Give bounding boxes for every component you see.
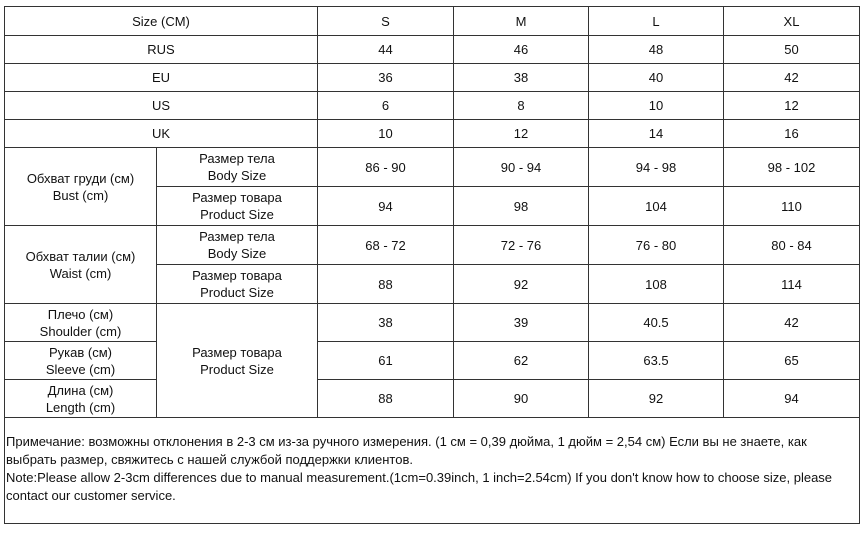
shoulder-label — [5, 304, 157, 342]
waist-label-ru: Обхват талии (см) — [25, 248, 136, 264]
table-cell: 42 — [724, 64, 860, 92]
table-row — [5, 36, 860, 64]
bust-label-ru: Обхват груди (см) — [26, 170, 135, 186]
size-header-label: Size (CM) — [5, 7, 318, 36]
body-size-label-en: Body Size — [207, 246, 267, 261]
body-size-label-ru: Размер тела — [199, 151, 275, 166]
table-cell: 94 - 98 — [589, 148, 724, 187]
sleeve-label-en: Sleeve (cm) — [45, 361, 116, 377]
table-cell: 104 — [589, 187, 724, 226]
table-cell: 88 — [318, 380, 454, 418]
table-cell: 92 — [589, 380, 724, 418]
size-header-l: L — [589, 7, 724, 36]
table-cell: 10 — [589, 92, 724, 120]
table-cell: 38 — [318, 304, 454, 342]
table-row — [5, 342, 860, 380]
product-size-label-en: Product Size — [200, 285, 274, 300]
table-cell: 36 — [318, 64, 454, 92]
waist-product-size-label — [157, 265, 318, 304]
row-label-uk: UK — [5, 120, 318, 148]
table-cell: 110 — [724, 187, 860, 226]
bust-label-en: Bust (cm) — [52, 187, 109, 203]
table-cell: 44 — [318, 36, 454, 64]
bust-label — [5, 148, 157, 226]
table-cell: 108 — [589, 265, 724, 304]
waist-body-size-label — [157, 226, 318, 265]
note-text-en: Note:Please allow 2-3cm differences due to manual measurement.(1cm=0.39inch, 1 inch=2.54cm) If you don't know how to choose size, please contact our customer service. — [6, 470, 833, 503]
length-label-ru: Длина (см) — [47, 382, 114, 398]
table-cell: 38 — [454, 64, 589, 92]
product-size-label-en: Product Size — [200, 207, 274, 222]
table-cell: 12 — [724, 92, 860, 120]
product-size-label-en: Product Size — [200, 361, 274, 377]
row-label-rus: RUS — [5, 36, 318, 64]
header-row — [5, 7, 860, 36]
size-note — [6, 433, 856, 505]
shoulder-label-ru: Плечо (см) — [47, 306, 114, 322]
table-cell: 114 — [724, 265, 860, 304]
table-cell: 72 - 76 — [454, 226, 589, 265]
product-size-label-ru: Размер товара — [192, 268, 282, 283]
table-cell: 88 — [318, 265, 454, 304]
table-cell: 94 — [724, 380, 860, 418]
table-row — [5, 380, 860, 418]
table-cell: 40.5 — [589, 304, 724, 342]
table-cell: 12 — [454, 120, 589, 148]
table-cell: 65 — [724, 342, 860, 380]
table-cell: 90 - 94 — [454, 148, 589, 187]
table-cell: 10 — [318, 120, 454, 148]
table-cell: 8 — [454, 92, 589, 120]
table-cell: 42 — [724, 304, 860, 342]
length-label — [5, 380, 157, 418]
note-text-ru: Примечание: возможны отклонения в 2-3 см из-за ручного измерения. (1 см = 0,39 дюйма, 1 дюйм = 2,54 см) Если вы не знаете, как выбрать размер, свяжитесь с нашей службой поддержки клиентов. — [6, 434, 807, 467]
table-row — [5, 64, 860, 92]
shoulder-label-en: Shoulder (cm) — [39, 323, 122, 339]
table-cell: 76 - 80 — [589, 226, 724, 265]
table-cell: 63.5 — [589, 342, 724, 380]
table-row — [5, 92, 860, 120]
bust-product-size-label — [157, 187, 318, 226]
table-cell: 16 — [724, 120, 860, 148]
table-cell: 80 - 84 — [724, 226, 860, 265]
table-row — [5, 120, 860, 148]
table-cell: 61 — [318, 342, 454, 380]
table-cell: 40 — [589, 64, 724, 92]
table-cell: 62 — [454, 342, 589, 380]
row-label-us: US — [5, 92, 318, 120]
waist-label — [5, 226, 157, 304]
row-label-eu: EU — [5, 64, 318, 92]
table-cell: 98 - 102 — [724, 148, 860, 187]
table-cell: 94 — [318, 187, 454, 226]
table-cell: 6 — [318, 92, 454, 120]
body-size-label-ru: Размер тела — [199, 229, 275, 244]
table-cell: 48 — [589, 36, 724, 64]
sleeve-label — [5, 342, 157, 380]
product-size-label-ru: Размер товара — [192, 190, 282, 205]
table-cell: 86 - 90 — [318, 148, 454, 187]
table-cell: 92 — [454, 265, 589, 304]
table-cell: 50 — [724, 36, 860, 64]
table-cell: 90 — [454, 380, 589, 418]
length-label-en: Length (cm) — [45, 399, 116, 415]
table-row — [5, 304, 860, 342]
table-cell: 14 — [589, 120, 724, 148]
bust-body-size-label — [157, 148, 318, 187]
table-cell: 68 - 72 — [318, 226, 454, 265]
table-row — [5, 148, 860, 187]
size-header-xl: XL — [724, 7, 860, 36]
table-cell: 98 — [454, 187, 589, 226]
waist-label-en: Waist (cm) — [49, 265, 112, 281]
body-size-label-en: Body Size — [207, 168, 267, 183]
product-size-label-ru: Размер товара — [192, 344, 282, 360]
table-row — [5, 226, 860, 265]
size-header-m: M — [454, 7, 589, 36]
table-cell: 39 — [454, 304, 589, 342]
product-size-group-label — [157, 304, 318, 418]
sleeve-label-ru: Рукав (см) — [49, 344, 112, 360]
size-header-s: S — [318, 7, 454, 36]
table-cell: 46 — [454, 36, 589, 64]
